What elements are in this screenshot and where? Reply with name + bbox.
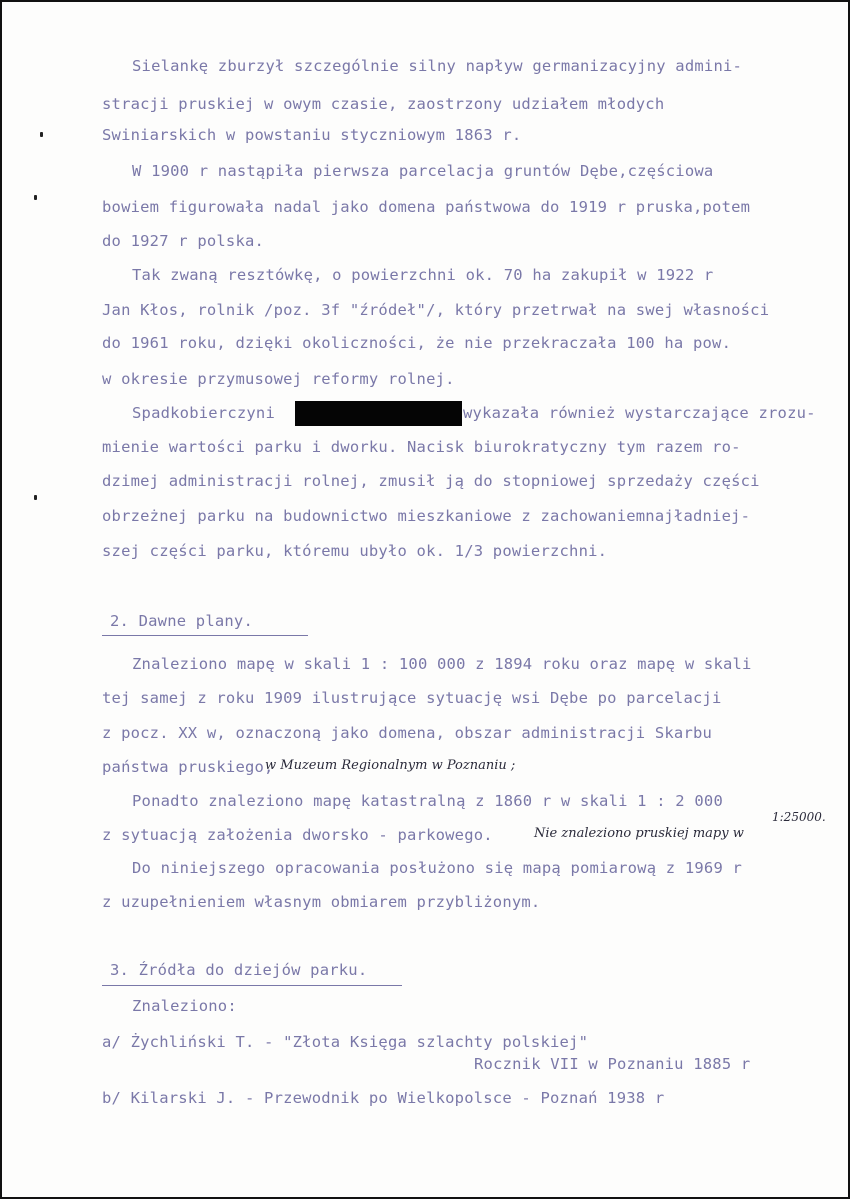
text-line: stracji pruskiej w owym czasie, zaostrzony udziałem młodych xyxy=(102,95,665,113)
text-line: Spadkobierczyni xyxy=(132,404,275,422)
text-line: W 1900 r nastąpiła pierwsza parcelacja gruntów Dębe,częściowa xyxy=(132,162,714,180)
text-line: Jan Kłos, rolnik /poz. 3f "źródeł"/, który przetrwał na swej własności xyxy=(102,301,770,319)
text-line: dzimej administracji rolnej, zmusił ją do stopniowej sprzedaży części xyxy=(102,472,760,490)
handwritten-scale: 1:25000. xyxy=(772,810,826,824)
text-line: tej samej z roku 1909 ilustrujące sytuację wsi Dębe po parcelacji xyxy=(102,689,722,707)
text-line: Do niniejszego opracowania posłużono się mapą pomiarową z 1969 r xyxy=(132,859,743,877)
heading-underline xyxy=(102,635,308,636)
handwritten-note: w Muzeum Regionalnym w Poznaniu ; xyxy=(265,758,516,773)
handwritten-note: Nie znaleziono pruskiej mapy w xyxy=(534,826,744,841)
text-line: z uzupełnieniem własnym obmiarem przybliżonym. xyxy=(102,893,541,911)
margin-mark xyxy=(34,495,37,500)
text-line: mienie wartości parku i dworku. Nacisk biurokratyczny tym razem ro- xyxy=(102,438,741,456)
text-line: Ponadto znaleziono mapę katastralną z 1860 r w skali 1 : 2 000 xyxy=(132,792,723,810)
text-line: do 1927 r polska. xyxy=(102,232,265,250)
text-line: w okresie przymusowej reformy rolnej. xyxy=(102,370,455,388)
text-line: Swiniarskich w powstaniu styczniowym 1863 r. xyxy=(102,126,522,144)
text-line: państwa pruskiego, xyxy=(102,758,274,776)
redaction-bar xyxy=(295,401,462,426)
text-line: z pocz. XX w, oznaczoną jako domena, obszar administracji Skarbu xyxy=(102,724,713,742)
text-line: Znaleziono mapę w skali 1 : 100 000 z 1894 roku oraz mapę w skali xyxy=(132,655,752,673)
text-line: wykazała również wystarczające zrozu- xyxy=(463,404,816,422)
text-line: Sielankę zburzył szczególnie silny napływ germanizacyjny admini- xyxy=(132,57,743,75)
heading-underline xyxy=(102,985,402,986)
reference-item: Rocznik VII w Poznaniu 1885 r xyxy=(474,1055,751,1073)
margin-mark xyxy=(34,195,37,200)
reference-item: a/ Żychliński T. - "Złota Księga szlachty polskiej" xyxy=(102,1033,589,1051)
text-line: obrzeżnej parku na budownictwo mieszkaniowe z zachowaniemnajładniej- xyxy=(102,507,751,525)
text-line: z sytuacją założenia dworsko - parkowego. xyxy=(102,826,493,844)
text-line: bowiem figurowała nadal jako domena państwowa do 1919 r pruska,potem xyxy=(102,198,751,216)
margin-mark xyxy=(40,132,43,137)
reference-item: b/ Kilarski J. - Przewodnik po Wielkopolsce - Poznań 1938 r xyxy=(102,1089,665,1107)
text-line: Tak zwaną resztówkę, o powierzchni ok. 70 ha zakupił w 1922 r xyxy=(132,266,714,284)
text-line: szej części parku, któremu ubyło ok. 1/3 powierzchni. xyxy=(102,542,608,560)
text-line: Znaleziono: xyxy=(132,997,237,1015)
text-line: do 1961 roku, dzięki okoliczności, że nie przekraczała 100 ha pow. xyxy=(102,334,732,352)
section-heading: 3. Źródła do dziejów parku. xyxy=(110,961,368,979)
section-heading: 2. Dawne plany. xyxy=(110,612,253,630)
